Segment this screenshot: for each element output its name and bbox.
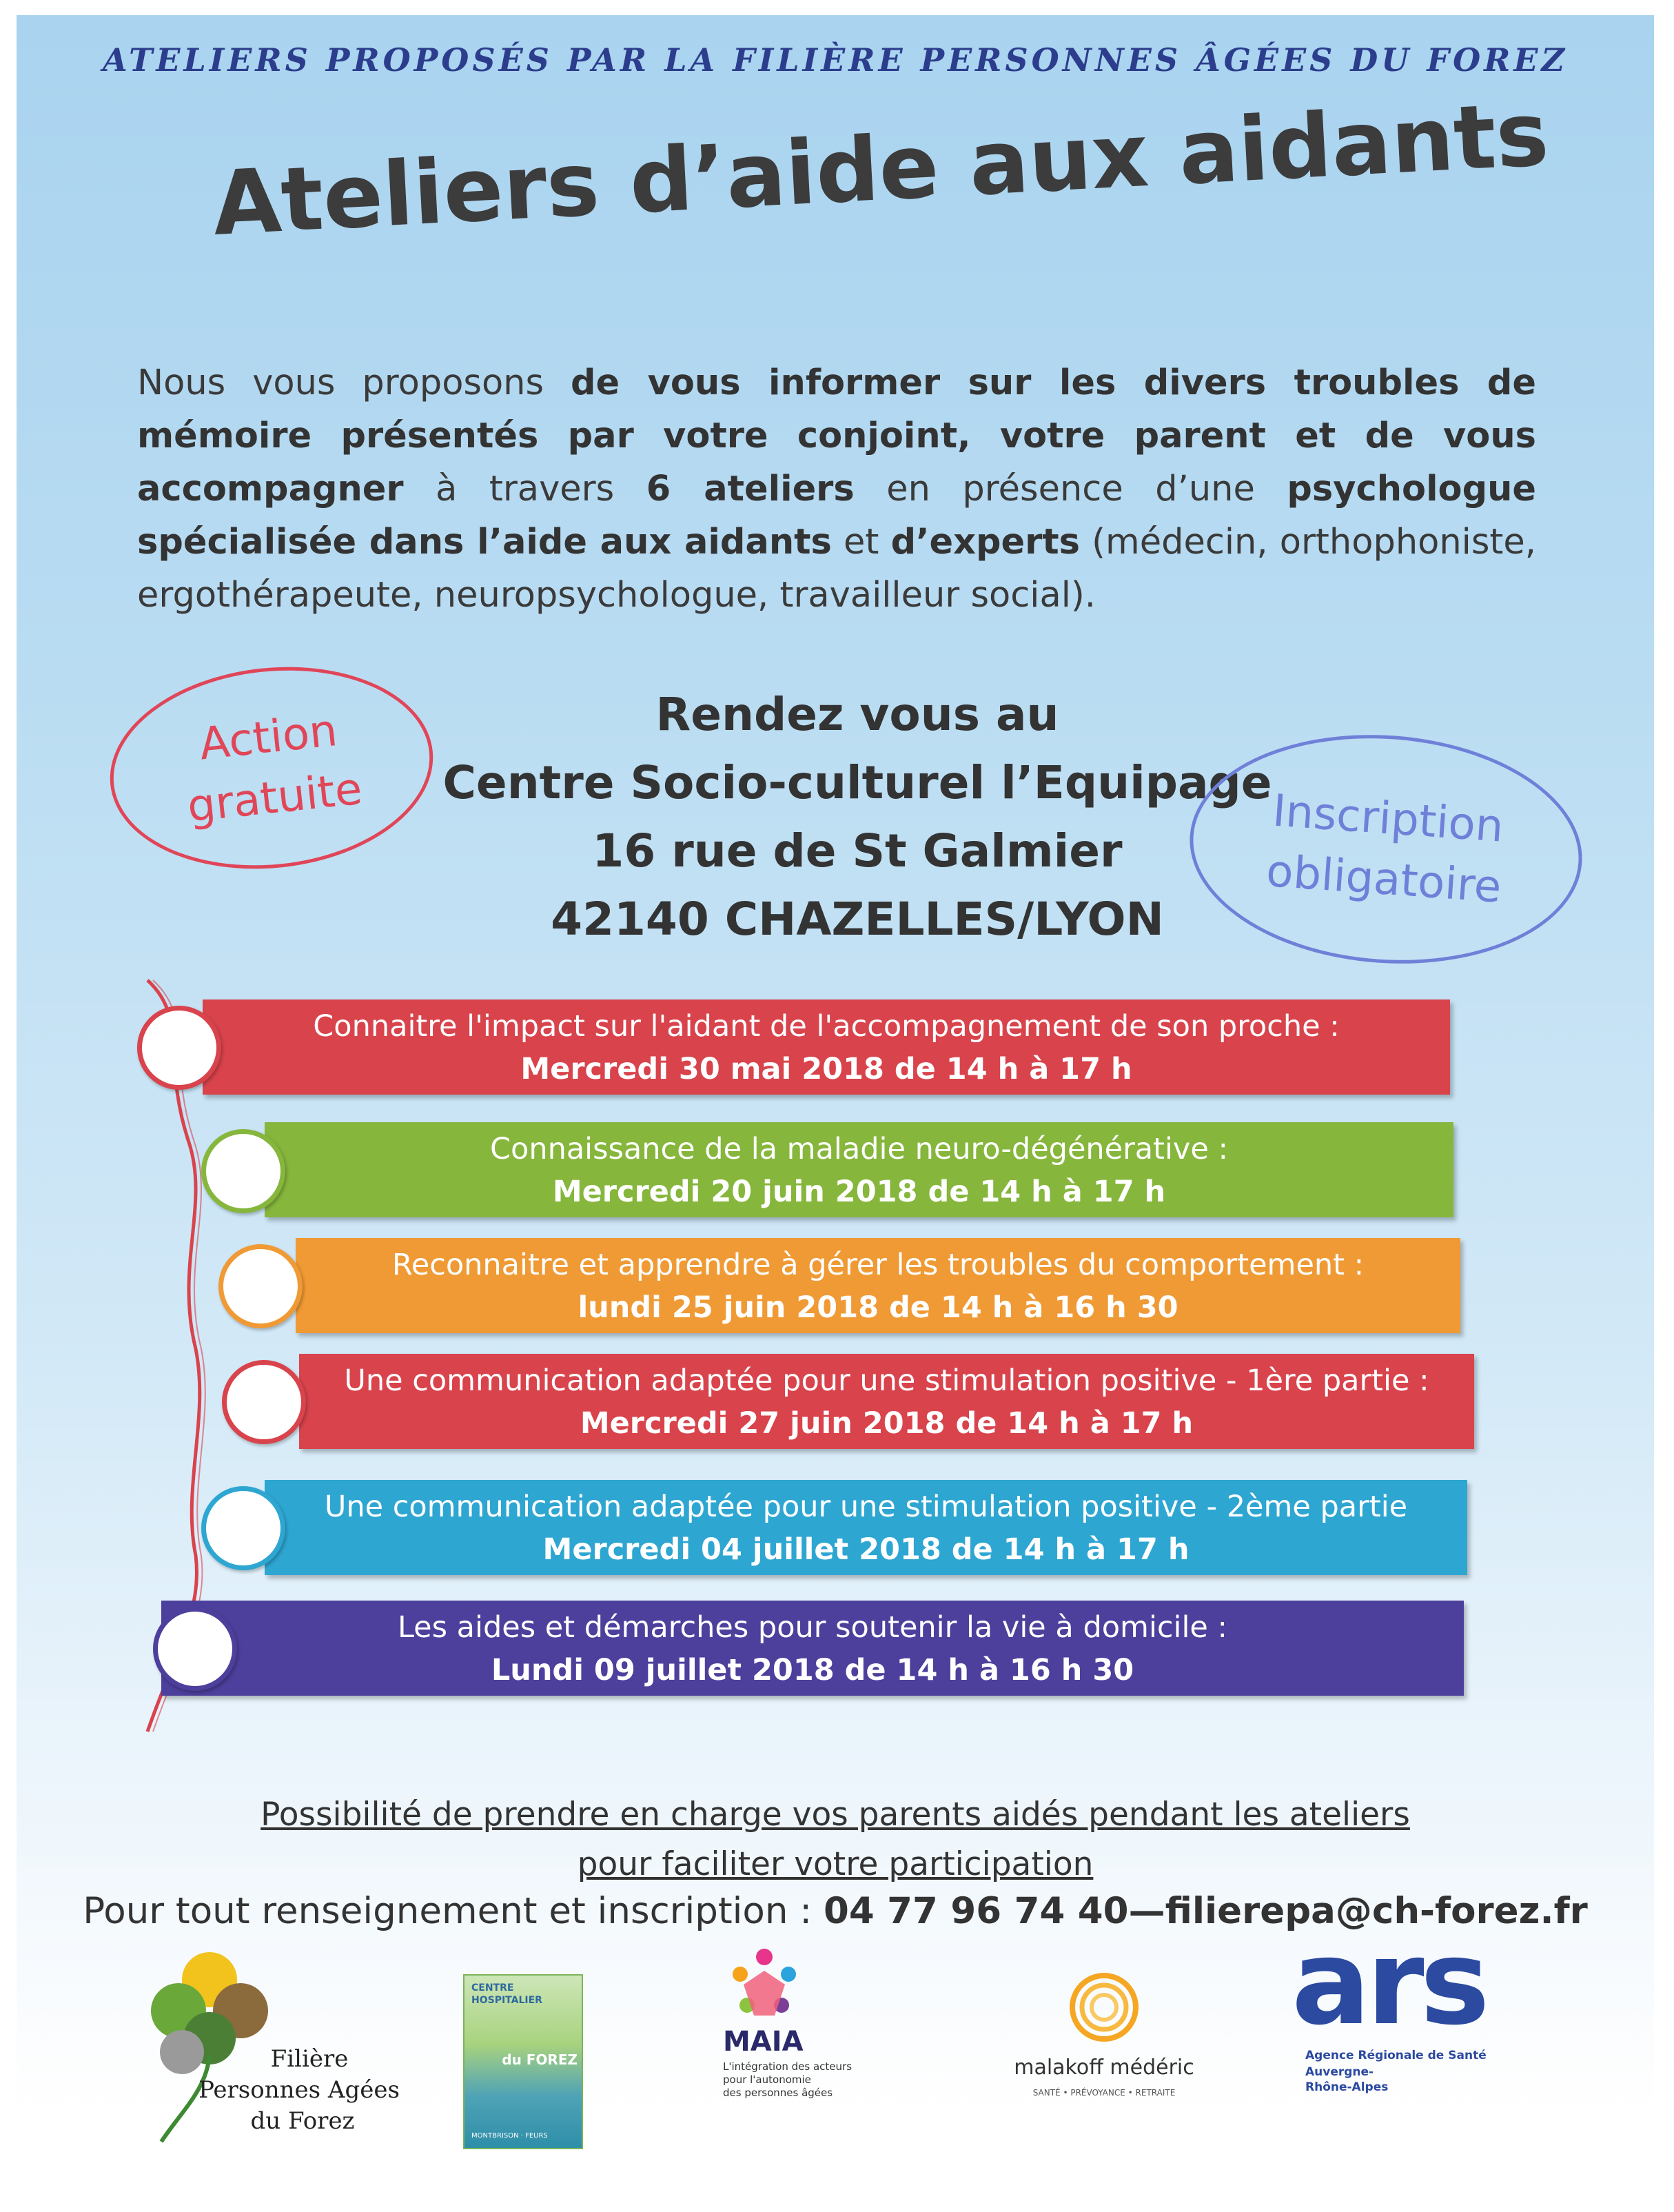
workshop-bullet <box>201 1486 285 1570</box>
care-note-line: Possibilité de prendre en charge vos parents aidés pendant les ateliers <box>261 1796 1410 1834</box>
care-note <box>17 1790 1654 1889</box>
intro-bold: d’experts <box>890 522 1080 562</box>
ars-logo-line: Rhône-Alpes <box>1305 2080 1389 2094</box>
workshop-row <box>161 1601 1464 1696</box>
intro-text: en présence d’une <box>854 469 1287 509</box>
malakoff-rings-icon <box>1066 1969 1142 2045</box>
page-title: Ateliers d’aide aux aidants <box>210 83 1551 256</box>
ars-logo-name: ars <box>1292 1915 1486 2051</box>
malakoff-logo-name: malakoff médéric <box>1014 2056 1194 2080</box>
malakoff-logo-tagline: SANTÉ • PRÉVOYANCE • RETRAITE <box>1032 2088 1176 2098</box>
contact-separator: — <box>1128 1890 1165 1932</box>
workshop-topic: Connaissance de la maladie neuro-dégénérative : <box>489 1132 1228 1166</box>
intro-bold: de vous informer sur les divers troubles de mémoire présentés par votre conjoint, votre parent et de vous accompagner <box>137 363 1537 509</box>
workshop-row <box>265 1480 1467 1575</box>
venue-block <box>437 680 1278 953</box>
workshop-date: Mercredi 04 juillet 2018 de 14 h à 17 h <box>542 1532 1190 1567</box>
workshop-topic: Une communication adaptée pour une stimulation positive - 1ère partie : <box>344 1363 1429 1398</box>
workshop-date: Mercredi 30 mai 2018 de 14 h à 17 h <box>520 1052 1132 1086</box>
workshop-date: lundi 25 juin 2018 de 14 h à 16 h 30 <box>578 1290 1178 1325</box>
workshop-bullet <box>218 1244 303 1328</box>
filiere-logo-line: Filière <box>270 2045 349 2073</box>
ars-logo-line: Auvergne- <box>1305 2065 1374 2079</box>
workshop-date: Mercredi 27 juin 2018 de 14 h à 17 h <box>580 1406 1194 1441</box>
badge-line: Inscription <box>1271 785 1505 853</box>
maia-logo-tagline: L'intégration des acteurs <box>723 2060 853 2073</box>
contact-phone[interactable]: 04 77 96 74 40 <box>823 1890 1129 1932</box>
venue-line: 42140 CHAZELLES/LYON <box>551 893 1164 946</box>
filiere-logo <box>141 1945 402 2152</box>
filiere-logo-line: Personnes Agées <box>198 2076 400 2104</box>
workshop-bullet <box>201 1129 285 1213</box>
maia-logo-tagline: des personnes âgées <box>723 2087 833 2099</box>
hospital-logo-text: du FOREZ <box>502 2051 578 2068</box>
venue-line: 16 rue de St Galmier <box>592 824 1123 877</box>
intro-text: Nous vous proposons <box>137 363 571 403</box>
venue-line: Rendez vous au <box>655 688 1059 741</box>
hospital-logo-text: HOSPITALIER <box>471 1995 542 2006</box>
workshop-topic: Connaitre l'impact sur l'aidant de l'accompagnement de son proche : <box>313 1009 1340 1044</box>
hospital-logo <box>463 1974 583 2149</box>
free-action-badge <box>100 651 443 884</box>
poster <box>17 15 1654 2200</box>
contact-email[interactable]: filierepa@ch-forez.fr <box>1165 1890 1588 1932</box>
workshop-topic: Une communication adaptée pour une stimulation positive - 2ème partie <box>324 1490 1408 1524</box>
intro-bold: psychologue spécialisée dans l’aide aux aidants <box>137 469 1536 562</box>
workshop-topic: Les aides et démarches pour soutenir la vie à domicile : <box>397 1610 1228 1645</box>
workshop-bullet <box>137 1006 221 1090</box>
intro-bold: 6 ateliers <box>646 469 855 509</box>
workshop-row <box>299 1354 1474 1449</box>
ars-logo <box>1292 1915 1553 2131</box>
workshop-row <box>265 1122 1453 1217</box>
maia-logo-name: MAIA <box>723 2026 804 2058</box>
maia-people-icon <box>723 1947 806 2022</box>
intro-text: à travers <box>403 469 646 509</box>
maia-logo <box>713 1947 878 2126</box>
hospital-logo-text: CENTRE <box>471 1982 514 1993</box>
badge-line: gratuite <box>185 763 365 833</box>
ars-logo-line: Agence Régionale de Santé <box>1305 2049 1487 2062</box>
filiere-logo-line: du Forez <box>250 2107 355 2135</box>
badge-line: Action <box>196 704 340 771</box>
hospital-logo-text: MONTBRISON · FEURS <box>471 2132 548 2140</box>
workshop-bullet <box>153 1607 237 1691</box>
workshop-date: Mercredi 20 juin 2018 de 14 h à 17 h <box>552 1175 1166 1209</box>
workshop-row <box>203 1000 1450 1095</box>
maia-logo-tagline: pour l'autonomie <box>723 2073 811 2086</box>
badge-line: obligatoire <box>1265 846 1503 913</box>
contact-label: Pour tout renseignement et inscription : <box>83 1890 824 1932</box>
venue-line: Centre Socio-culturel l’Equipage <box>442 756 1272 809</box>
intro-text: (médecin, orthophoniste, ergothérapeute, neuropsychologue, travailleur social). <box>137 522 1537 616</box>
malakoff-logo <box>994 1956 1214 2121</box>
banner: ATELIERS PROPOSÉS PAR LA FILIÈRE PERSONNES ÂGÉES DU FOREZ <box>102 41 1569 79</box>
intro-paragraph <box>137 356 1536 622</box>
workshop-row <box>296 1238 1460 1333</box>
workshop-topic: Reconnaitre et apprendre à gérer les troubles du comportement : <box>391 1248 1365 1282</box>
care-note-line: pour faciliter votre participation <box>577 1845 1094 1883</box>
workshop-bullet <box>222 1360 306 1444</box>
intro-text: et <box>831 522 891 562</box>
workshop-date: Lundi 09 juillet 2018 de 14 h à 16 h 30 <box>491 1653 1134 1687</box>
